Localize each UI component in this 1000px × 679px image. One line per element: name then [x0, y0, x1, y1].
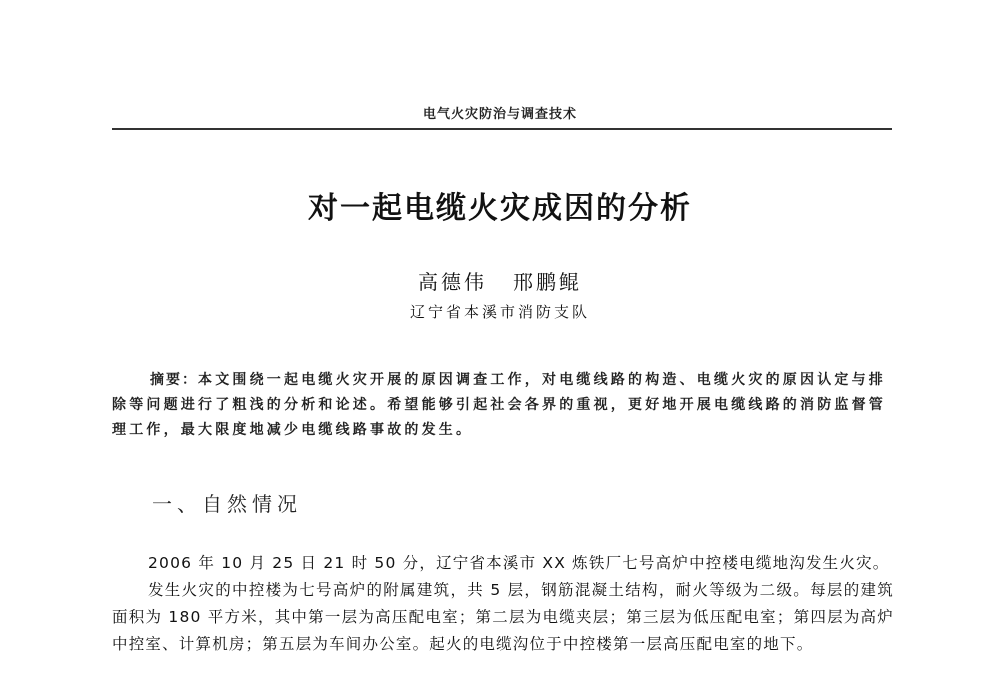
section-body: [112, 550, 894, 658]
paragraph: 2006 年 10 月 25 日 21 时 50 分，辽宁省本溪市 XX 炼铁厂七号高炉中控楼电缆地沟发生火灾。: [148, 554, 890, 572]
header-rule: [112, 128, 892, 130]
author-name: 邢鹏鲲: [513, 270, 582, 294]
paper-title: 对一起电缆火灾成因的分析: [308, 191, 692, 226]
affiliation: 辽宁省本溪市消防支队: [409, 303, 590, 321]
running-header: 电气火灾防治与调查技术: [422, 107, 577, 122]
abstract-label: 摘要：: [150, 372, 198, 388]
author-name: 高德伟: [418, 270, 487, 294]
abstract-text: 本文围绕一起电缆火灾开展的原因调查工作，对电缆线路的构造、电缆火灾的原因认定与排除等问题进行了粗浅的分析和论述。希望能够引起社会各界的重视，更好地开展电缆线路的消防监督管理工作，最大限度地减少电缆线路事故的发生。: [112, 372, 886, 438]
authors: [0, 266, 1000, 295]
paragraph: 发生火灾的中控楼为七号高炉的附属建筑，共 5 层，钢筋混凝土结构，耐火等级为二级。每层的建筑面积为 180 平方米，其中第一层为高压配电室；第二层为电缆夹层；第三层为低压配电室；第四层为高炉中控室、计算机房；第五层为车间办公室。起火的电缆沟位于中控楼第一层高压配电室的地下。: [112, 581, 894, 653]
section-heading: 一、自然情况: [152, 492, 302, 516]
abstract: [112, 368, 892, 443]
